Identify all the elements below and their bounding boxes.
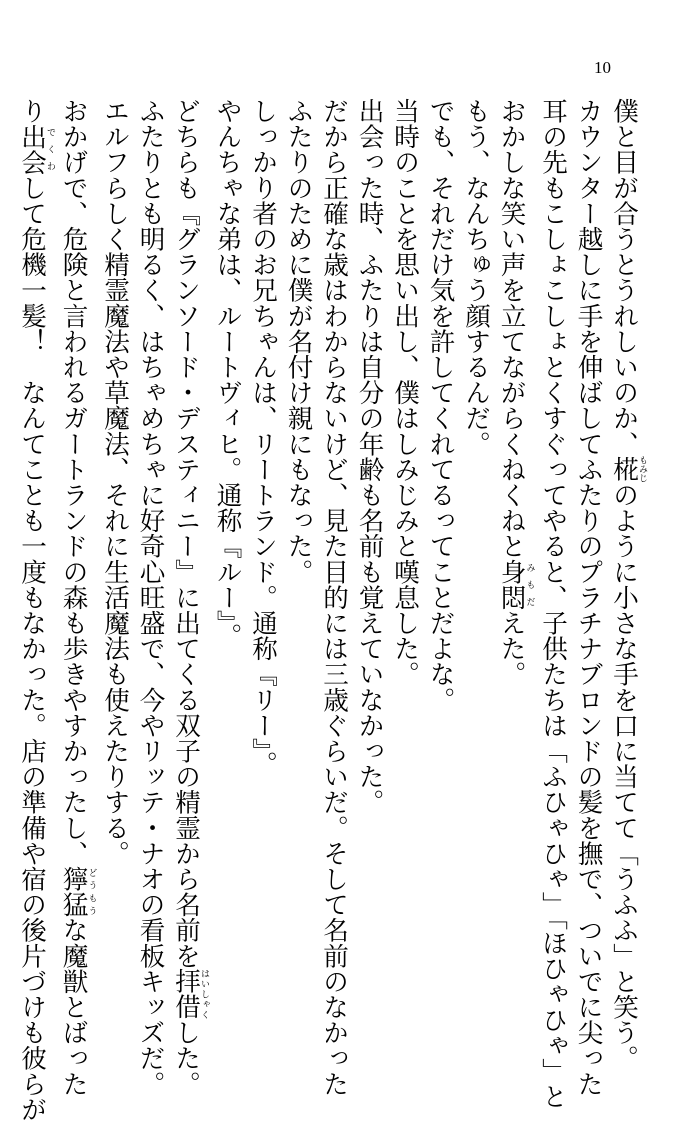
text-segment: おかしな笑い声を立てながらくねくねと — [496, 98, 527, 559]
text-segment: して危機一髪！ なんてことも一度もなかった。店の準備や宿の後片づけも彼らが — [17, 174, 47, 1122]
text-segment: した。 — [171, 1019, 201, 1097]
text-line — [97, 98, 133, 958]
text-line — [351, 98, 387, 958]
text-line — [422, 98, 458, 958]
text-segment: 僕と目が合うとうれしいのか、 — [609, 98, 639, 457]
text-segment: 耳の先もこしょこしょとくすぐってやると、子供たちは「ふひゃひゃ」「ほひゃひゃ」と — [538, 98, 568, 1110]
text-line — [55, 98, 97, 1097]
text-line — [493, 98, 535, 958]
furigana: はいしゃく — [199, 968, 209, 1020]
ruby-word — [496, 558, 535, 611]
text-line — [535, 98, 571, 1110]
furigana: どうもう — [86, 866, 97, 918]
body-text — [17, 98, 647, 1122]
ruby-word — [58, 866, 97, 918]
ruby-base: 獰猛 — [58, 866, 89, 918]
text-segment: えた。 — [496, 610, 527, 687]
ruby-word — [17, 123, 55, 175]
text-segment: しっかり者のお兄ちゃんは、リートランド。通称『リー』。 — [248, 98, 278, 777]
text-segment: 出会った時、ふたりは自分の年齢も名前も覚えていなかった。 — [354, 98, 385, 815]
text-segment: でも、それだけ気を許してくれてるってことだよな。 — [425, 98, 456, 713]
text-segment: り — [17, 98, 47, 124]
ruby-base: 椛 — [609, 455, 639, 483]
text-line — [387, 98, 423, 958]
text-line — [14, 98, 56, 1122]
ruby-word — [609, 455, 647, 483]
text-segment: カウンター越しに手を伸ばしてふたりのプラチナブロンドの髪を撫で、ついでに尖った — [573, 98, 604, 1097]
text-segment: もう、なんちゅう顔するんだ。 — [461, 98, 491, 457]
text-line — [606, 98, 648, 1071]
furigana: みもだ — [524, 558, 535, 611]
text-line — [209, 98, 245, 958]
text-line — [168, 98, 210, 1097]
text-line — [458, 98, 494, 958]
text-segment: な魔獣とばった — [58, 917, 89, 1097]
text-segment: やんちゃな弟は、ルートヴィヒ。通称『ルー』。 — [212, 98, 243, 649]
ruby-base: 身悶 — [496, 558, 527, 611]
text-segment: 当時のことを思い出し、僕はしみじみと嘆息した。 — [390, 98, 420, 687]
furigana: でくわ — [45, 123, 55, 175]
text-line — [132, 98, 168, 1097]
text-line — [316, 98, 352, 1097]
page-number: 10 — [594, 58, 611, 77]
text-segment: おかげで、危険と言われるガートランドの森も歩きやすかったし、 — [58, 98, 89, 866]
ruby-base: 拝借 — [171, 968, 201, 1020]
text-segment: ふたりのために僕が名付け親にもなった。 — [283, 98, 314, 585]
text-line — [280, 98, 316, 958]
text-line — [570, 98, 606, 1097]
text-segment: ふたりとも明るく、はちゃめちゃに好奇心旺盛で、今やリッテ・ナオの看板キッズだ。 — [135, 98, 166, 1097]
text-segment: のように小さな手を口に当てて「うふふ」と笑う。 — [609, 482, 639, 1071]
text-line — [245, 98, 281, 958]
text-segment: エルフらしく精霊魔法や草魔法、それに生活魔法も使えたりする。 — [100, 98, 130, 866]
text-segment: どちらも『グランソード・デスティニー』に出てくる双子の精霊から名前を — [171, 98, 201, 969]
ruby-base: 出会 — [17, 123, 47, 175]
ruby-word — [171, 968, 209, 1020]
text-segment: だから正確な歳はわからないけど、見た目的には三歳ぐらいだ。そして名前のなかった — [319, 98, 349, 1097]
furigana: もみじ — [637, 455, 647, 483]
